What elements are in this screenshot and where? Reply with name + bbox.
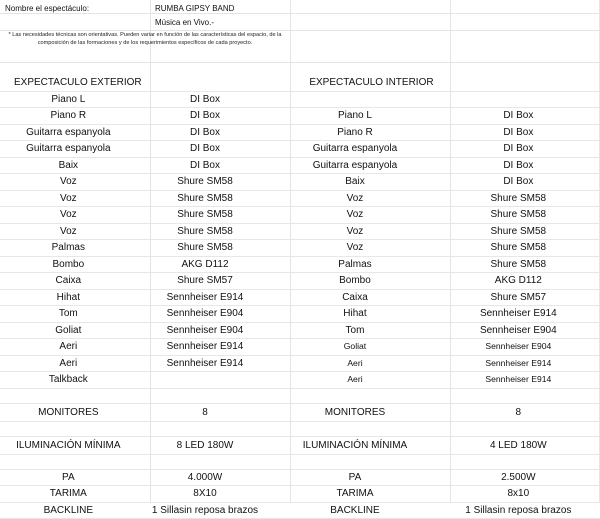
pa-label: PA bbox=[0, 469, 137, 486]
ext-mic: Sennheiser E914 bbox=[137, 339, 274, 356]
int-mic bbox=[437, 91, 600, 108]
ext-mic: DI Box bbox=[137, 157, 274, 174]
spacer-row bbox=[0, 421, 600, 436]
ext-mic: Shure SM58 bbox=[137, 240, 274, 257]
ext-channel: Palmas bbox=[0, 240, 137, 257]
int-channel: Aeri bbox=[273, 372, 436, 389]
int-channel: Piano L bbox=[273, 108, 436, 125]
table-row bbox=[0, 256, 600, 273]
backline-ext-value: 1 Sillasin reposa brazos bbox=[137, 502, 274, 519]
pa-ext-value: 4.000W bbox=[137, 469, 274, 486]
table-row bbox=[0, 372, 600, 389]
backline-int-value: 1 Sillasin reposa brazos bbox=[437, 502, 600, 519]
tarima-label: TARIMA bbox=[0, 486, 137, 503]
ext-channel: Tom bbox=[0, 306, 137, 323]
ext-mic: DI Box bbox=[137, 124, 274, 141]
int-mic: Shure SM58 bbox=[437, 240, 600, 257]
iluminacion-row bbox=[0, 436, 600, 454]
show-name-label: Nombre el espectáculo: bbox=[5, 4, 90, 13]
int-channel: Goliat bbox=[273, 339, 436, 356]
int-channel: Voz bbox=[273, 207, 436, 224]
int-channel: Hihat bbox=[273, 306, 436, 323]
int-channel: Voz bbox=[273, 190, 436, 207]
int-channel: Aeri bbox=[273, 355, 436, 372]
table-row bbox=[0, 124, 600, 141]
ext-channel: Piano L bbox=[0, 91, 137, 108]
grid-line bbox=[0, 13, 600, 14]
show-subtitle: Música en Vivo.- bbox=[155, 18, 214, 27]
ext-channel: Aeri bbox=[0, 355, 137, 372]
ext-channel: Aeri bbox=[0, 339, 137, 356]
ext-channel: Hihat bbox=[0, 289, 137, 306]
tarima-int-value: 8x10 bbox=[437, 486, 600, 503]
table-row bbox=[0, 355, 600, 372]
spacer-row bbox=[0, 454, 600, 469]
pa-row bbox=[0, 469, 600, 486]
int-mic: Shure SM57 bbox=[437, 289, 600, 306]
tech-rider-table bbox=[0, 75, 600, 519]
table-row bbox=[0, 190, 600, 207]
ext-channel: Bombo bbox=[0, 256, 137, 273]
int-mic: Shure SM58 bbox=[437, 190, 600, 207]
int-channel bbox=[273, 91, 436, 108]
int-channel: Voz bbox=[273, 223, 436, 240]
int-channel: Baix bbox=[273, 174, 436, 191]
ext-channel: Piano R bbox=[0, 108, 137, 125]
tarima-ext-value: 8X10 bbox=[137, 486, 274, 503]
table-row bbox=[0, 289, 600, 306]
ext-mic: Shure SM57 bbox=[137, 273, 274, 290]
grid-line bbox=[0, 62, 600, 63]
section-header-row bbox=[0, 75, 600, 91]
ext-channel: Caixa bbox=[0, 273, 137, 290]
iluminacion-int-label: ILUMINACIÓN MÍNIMA bbox=[273, 436, 436, 454]
ext-mic: Sennheiser E914 bbox=[137, 289, 274, 306]
monitores-int-value: 8 bbox=[437, 403, 600, 421]
ext-channel: Voz bbox=[0, 174, 137, 191]
interior-section-title: EXPECTACULO INTERIOR bbox=[273, 75, 600, 91]
int-mic: DI Box bbox=[437, 157, 600, 174]
monitores-label: MONITORES bbox=[0, 403, 137, 421]
iluminacion-label: ILUMINACIÓN MÍNIMA bbox=[0, 436, 137, 454]
tarima-int-label: TARIMA bbox=[273, 486, 436, 503]
pa-int-value: 2.500W bbox=[437, 469, 600, 486]
int-channel: Palmas bbox=[273, 256, 436, 273]
table-row bbox=[0, 91, 600, 108]
ext-mic: AKG D112 bbox=[137, 256, 274, 273]
int-mic: DI Box bbox=[437, 108, 600, 125]
table-row bbox=[0, 306, 600, 323]
table-row bbox=[0, 174, 600, 191]
int-channel: Piano R bbox=[273, 124, 436, 141]
int-mic: Shure SM58 bbox=[437, 256, 600, 273]
exterior-section-title: EXPECTACULO EXTERIOR bbox=[0, 75, 273, 91]
int-channel: Guitarra espanyola bbox=[273, 157, 436, 174]
ext-channel: Goliat bbox=[0, 322, 137, 339]
int-channel: Tom bbox=[273, 322, 436, 339]
backline-row bbox=[0, 502, 600, 519]
ext-channel: Voz bbox=[0, 207, 137, 224]
int-mic: DI Box bbox=[437, 124, 600, 141]
monitores-row bbox=[0, 403, 600, 421]
int-channel: Guitarra espanyola bbox=[273, 141, 436, 158]
int-channel: Caixa bbox=[273, 289, 436, 306]
ext-mic: Shure SM58 bbox=[137, 190, 274, 207]
ext-channel: Guitarra espanyola bbox=[0, 141, 137, 158]
table-row bbox=[0, 273, 600, 290]
table-row bbox=[0, 240, 600, 257]
pa-int-label: PA bbox=[273, 469, 436, 486]
ext-mic: Shure SM58 bbox=[137, 207, 274, 224]
monitores-ext-value: 8 bbox=[137, 403, 274, 421]
int-mic: Sennheiser E904 bbox=[437, 322, 600, 339]
monitores-int-label: MONITORES bbox=[273, 403, 436, 421]
table-row bbox=[0, 207, 600, 224]
int-channel: Voz bbox=[273, 240, 436, 257]
ext-mic: Shure SM58 bbox=[137, 174, 274, 191]
iluminacion-int-value: 4 LED 180W bbox=[437, 436, 600, 454]
int-mic: DI Box bbox=[437, 174, 600, 191]
int-mic: Shure SM58 bbox=[437, 207, 600, 224]
ext-mic: DI Box bbox=[137, 91, 274, 108]
show-name: RUMBA GIPSY BAND bbox=[155, 4, 235, 13]
ext-channel: Voz bbox=[0, 223, 137, 240]
technical-note: * Las necesidades técnicas son orientativas. Pueden variar en función de las características del espacio, de la composición de las formaciones y de los requerimientos específicos de cada proyecto. bbox=[8, 32, 282, 46]
table-row bbox=[0, 223, 600, 240]
ext-mic: Sennheiser E904 bbox=[137, 322, 274, 339]
ext-mic: Sennheiser E904 bbox=[137, 306, 274, 323]
spacer-row bbox=[0, 388, 600, 403]
ext-channel: Talkback bbox=[0, 372, 137, 389]
tarima-row bbox=[0, 486, 600, 503]
int-mic: Shure SM58 bbox=[437, 223, 600, 240]
ext-channel: Voz bbox=[0, 190, 137, 207]
table-row bbox=[0, 141, 600, 158]
backline-label: BACKLINE bbox=[0, 502, 137, 519]
ext-channel: Guitarra espanyola bbox=[0, 124, 137, 141]
table-row bbox=[0, 322, 600, 339]
table-row bbox=[0, 339, 600, 356]
int-mic: Sennheiser E914 bbox=[437, 306, 600, 323]
int-mic: Sennheiser E914 bbox=[437, 355, 600, 372]
int-mic: DI Box bbox=[437, 141, 600, 158]
ext-mic: Sennheiser E914 bbox=[137, 355, 274, 372]
table-row bbox=[0, 108, 600, 125]
ext-mic: DI Box bbox=[137, 141, 274, 158]
table-row bbox=[0, 157, 600, 174]
ext-channel: Baix bbox=[0, 157, 137, 174]
iluminacion-ext-value: 8 LED 180W bbox=[137, 436, 274, 454]
int-channel: Bombo bbox=[273, 273, 436, 290]
backline-int-label: BACKLINE bbox=[273, 502, 436, 519]
ext-mic: DI Box bbox=[137, 108, 274, 125]
ext-mic bbox=[137, 372, 274, 389]
int-mic: Sennheiser E914 bbox=[437, 372, 600, 389]
int-mic: Sennheiser E904 bbox=[437, 339, 600, 356]
int-mic: AKG D112 bbox=[437, 273, 600, 290]
ext-mic: Shure SM58 bbox=[137, 223, 274, 240]
